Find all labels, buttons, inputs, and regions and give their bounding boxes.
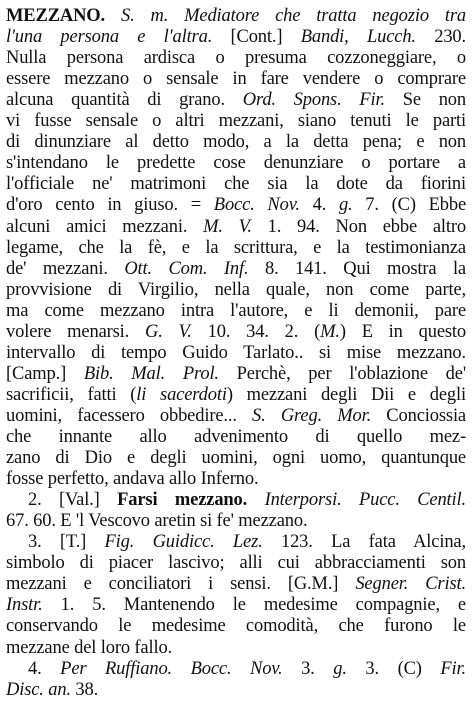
italic-citation-text: Ott. Com. Inf. — [124, 258, 249, 279]
headword-text: Farsi mezzano. — [117, 490, 248, 511]
body-text: 123. La fata Alcina, — [262, 532, 466, 553]
body-text: simbolo di piacer lascivo; alli cui abbracciamenti son — [6, 553, 466, 574]
italic-citation-text: S. Greg. Mor. — [252, 405, 372, 426]
body-text: volere menarsi. — [6, 321, 145, 342]
italic-citation-text: g. — [333, 658, 347, 679]
body-text: Nulla persona ardisca o presuma cozzoneggiare, o — [6, 48, 466, 69]
italic-citation-text: G. V. — [145, 321, 192, 342]
body-text: Perchè, per l'oblazione de' — [218, 363, 466, 384]
body-text: ma come mezzano intra l'autore, e li demonii, pare — [6, 300, 466, 321]
body-text: mezzani e conciliatori i sensi. [G.M.] — [6, 574, 356, 595]
body-text: essere mezzano o sensale in fare vendere o comprare — [6, 69, 466, 90]
entry-line — [6, 677, 466, 703]
italic-citation-text: Fir. — [440, 658, 466, 679]
body-text: 7. (C) Ebbe — [352, 195, 466, 216]
italic-citation-text: M. V. — [203, 216, 252, 237]
body-text: intervallo di tempo Guido Tarlato.. si mise mezzano. — [6, 342, 466, 363]
italic-citation-text: Segner. Crist. — [355, 574, 466, 595]
body-text: vi fusse sensale o altri mezzani, siano tenuti le parti — [6, 111, 466, 132]
body-text: Conciossia — [371, 405, 466, 426]
italic-citation-text: Bib. Mal. Prol. — [83, 363, 219, 384]
body-text: 3. — [282, 658, 334, 679]
italic-citation-text: g. — [338, 195, 353, 216]
body-text: [Cont.] — [212, 27, 301, 48]
italic-citation-text: Disc. an. — [6, 679, 71, 700]
italic-citation-text: l'una persona e l'altra. — [6, 27, 213, 48]
body-text: legame, che la fè, e la scrittura, e la testimonianza — [6, 237, 466, 258]
body-text: Se non — [384, 90, 466, 111]
italic-citation-text: Instr. — [6, 595, 43, 616]
body-text: 10. 34. 2. ( — [191, 321, 321, 342]
italic-citation-text: Fig. Guidicc. Lez. — [104, 532, 263, 553]
body-text: 230. — [415, 27, 466, 48]
body-text: 2. [Val.] — [28, 490, 118, 511]
body-text: 38. — [70, 679, 99, 700]
italic-citation-text: M. — [320, 321, 340, 342]
body-text: [Camp.] — [6, 363, 84, 384]
body-text: di dinunziare al detto modo, a la detta pena; e non — [6, 132, 466, 153]
italic-citation-text: Bocc. Nov. — [213, 195, 300, 216]
body-text: mezzane del loro fallo. — [6, 637, 173, 658]
body-text: 4. — [299, 195, 339, 216]
body-text: 67. 60. E 'l Vescovo aretin si fe' mezzano. — [6, 511, 308, 532]
body-text: alcuni amici mezzani. — [6, 216, 204, 237]
italic-citation-text: Per Ruffiano. Bocc. Nov. — [60, 658, 283, 679]
body-text: s'intendano le predette cose denunziare o portare a — [6, 153, 466, 174]
italic-citation-text: Interporsi. Pucc. Centil. — [264, 490, 466, 511]
body-text: conservando le medesime comodità, che furono le — [6, 616, 466, 637]
body-text: 3. [T.] — [28, 532, 105, 553]
italic-citation-text: li sacerdoti — [136, 384, 227, 405]
body-text: l'officiale ne' matrimoni che sia la dote da fiorini — [6, 174, 466, 195]
body-text: 1. 5. Mantenendo le medesime compagnie, e — [42, 595, 466, 616]
body-text: de' mezzani. — [6, 258, 125, 279]
italic-citation-text: Ord. Spons. Fir. — [242, 90, 385, 111]
body-text: che innante allo advenimento di quello mez- — [6, 427, 466, 447]
body-text: d'oro cento in giuso. = — [6, 195, 214, 216]
italic-citation-text: Bandi, Lucch. — [300, 27, 416, 48]
body-text: 4. — [28, 658, 61, 679]
body-text: uomini, facessero obbedire... — [6, 405, 253, 426]
italic-citation-text: S. m. Mediatore che tratta negozio tra — [120, 6, 466, 26]
body-text: provvisione di Virgilio, nella quale, non come parte, — [6, 279, 466, 300]
body-text: 8. 141. Qui mostra la — [248, 258, 466, 279]
body-text: sacrificii, fatti ( — [6, 384, 137, 405]
body-text: 3. (C) — [346, 658, 441, 679]
body-text: 1. 94. Non ebbe altro — [251, 216, 466, 237]
body-text: ) mezzani degli Dii e degli — [226, 384, 466, 405]
body-text: alcuna quantità di grano. — [6, 90, 225, 111]
body-text — [247, 490, 264, 510]
body-text — [225, 90, 243, 110]
body-text: ) E in questo — [339, 321, 466, 342]
body-text — [105, 6, 121, 26]
body-text: fosse perfetto, andava allo Inferno. — [6, 469, 259, 490]
body-text: zano di Dio e degli uomini, ogni uomo, quantunque — [6, 448, 466, 469]
headword-text: MEZZANO. — [6, 6, 106, 26]
